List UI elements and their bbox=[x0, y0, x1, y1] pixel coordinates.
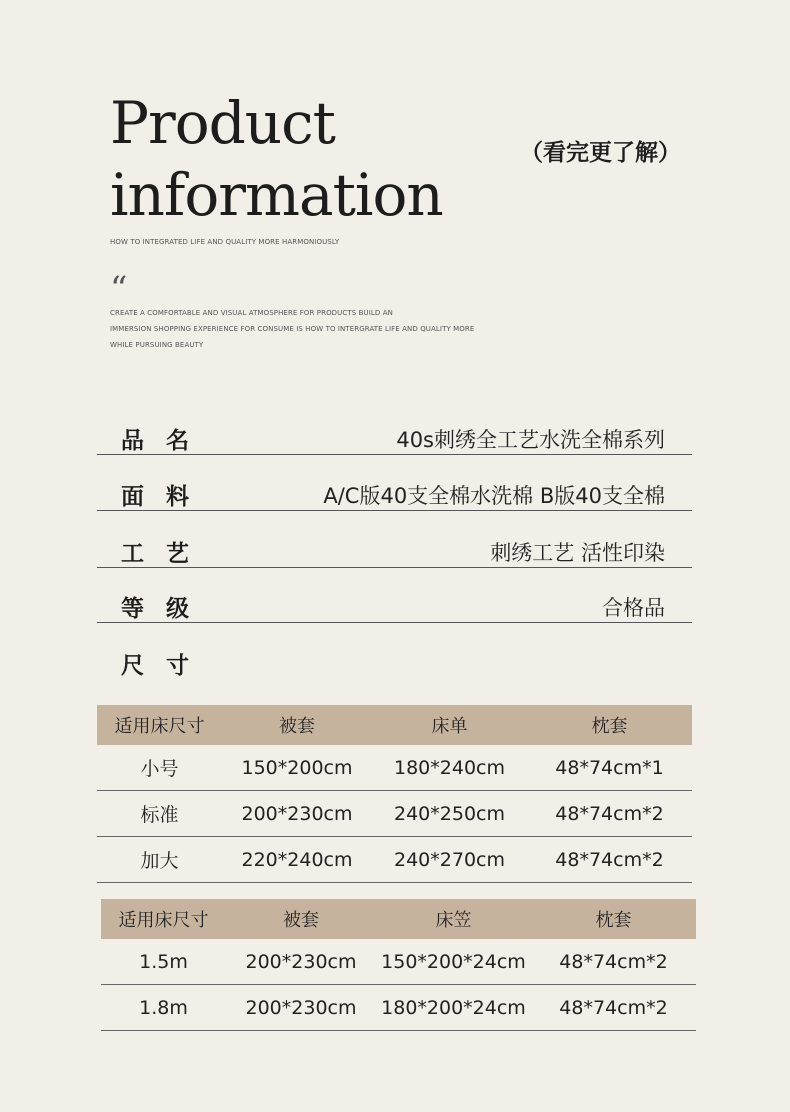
quote-icon: “ bbox=[110, 269, 128, 309]
table-cell: 小号 bbox=[140, 758, 179, 780]
read-more-hint: （看完更了解） bbox=[520, 140, 681, 166]
column-header: 枕套 bbox=[591, 716, 628, 737]
table-cell: 240*270cm bbox=[394, 848, 505, 871]
column-header: 适用床尺寸 bbox=[118, 910, 209, 931]
info-value: 40s刺绣全工艺水洗全棉系列 bbox=[396, 428, 665, 452]
description-line: IMMERSION SHOPPING EXPERIENCE FOR CONSUME IS HOW TO INTERGRATE LIFE AND QUALITY MORE bbox=[110, 325, 475, 333]
table-cell: 48*74cm*2 bbox=[559, 996, 668, 1019]
column-header: 被套 bbox=[279, 716, 315, 737]
table-cell: 48*74cm*1 bbox=[555, 756, 664, 779]
table-row bbox=[97, 745, 692, 791]
description-line: CREATE A COMFORTABLE AND VISUAL ATMOSPHERE FOR PRODUCTS BUILD AN bbox=[110, 309, 393, 317]
info-row-grade bbox=[97, 586, 692, 623]
info-row-fabric bbox=[97, 474, 692, 511]
column-header: 床笠 bbox=[435, 910, 472, 931]
table-cell: 200*230cm bbox=[245, 950, 357, 973]
table-cell: 48*74cm*2 bbox=[559, 950, 668, 973]
column-header: 枕套 bbox=[595, 910, 632, 931]
table-row bbox=[101, 939, 696, 985]
info-label: 等级 bbox=[121, 596, 211, 622]
table-cell: 1.8m bbox=[139, 996, 188, 1019]
description-line: WHILE PURSUING BEAUTY bbox=[110, 341, 204, 349]
table-cell: 48*74cm*2 bbox=[555, 848, 664, 871]
info-row-craft bbox=[97, 531, 692, 568]
page-title-line-2: information bbox=[110, 161, 443, 229]
table-cell: 标准 bbox=[140, 804, 179, 826]
size-table-2 bbox=[101, 899, 696, 1031]
table-row bbox=[97, 791, 692, 837]
table-cell: 220*240cm bbox=[241, 848, 353, 871]
page-title-line-1: Product bbox=[110, 89, 335, 157]
table-cell: 240*250cm bbox=[394, 802, 505, 825]
column-header: 适用床尺寸 bbox=[114, 716, 205, 737]
table-header-row bbox=[97, 705, 692, 745]
table-row bbox=[101, 985, 696, 1031]
column-header: 床单 bbox=[431, 716, 468, 737]
column-header: 被套 bbox=[283, 910, 319, 931]
info-label: 尺寸 bbox=[121, 653, 211, 679]
tagline: HOW TO INTEGRATED LIFE AND QUALITY MORE HARMONIOUSLY bbox=[110, 238, 340, 246]
table-cell: 1.5m bbox=[139, 950, 188, 973]
table-header-row bbox=[101, 899, 696, 939]
table-cell: 48*74cm*2 bbox=[555, 802, 664, 825]
info-value: A/C版40支全棉水洗棉 B版40支全棉 bbox=[323, 484, 665, 508]
info-row-size bbox=[97, 643, 692, 679]
table-cell: 200*230cm bbox=[241, 802, 353, 825]
info-label: 工艺 bbox=[121, 541, 211, 567]
table-cell: 加大 bbox=[140, 850, 179, 872]
info-value: 合格品 bbox=[602, 596, 665, 620]
table-cell: 200*230cm bbox=[245, 996, 357, 1019]
info-row-name bbox=[97, 418, 692, 455]
table-row bbox=[97, 837, 692, 883]
table-cell: 150*200cm bbox=[241, 756, 353, 779]
table-cell: 180*200*24cm bbox=[381, 996, 526, 1019]
size-table-1 bbox=[97, 705, 692, 883]
info-value: 刺绣工艺 活性印染 bbox=[490, 541, 665, 565]
table-cell: 180*240cm bbox=[394, 756, 505, 779]
table-cell: 150*200*24cm bbox=[381, 950, 526, 973]
info-label: 品名 bbox=[121, 428, 211, 454]
info-label: 面料 bbox=[121, 484, 211, 510]
